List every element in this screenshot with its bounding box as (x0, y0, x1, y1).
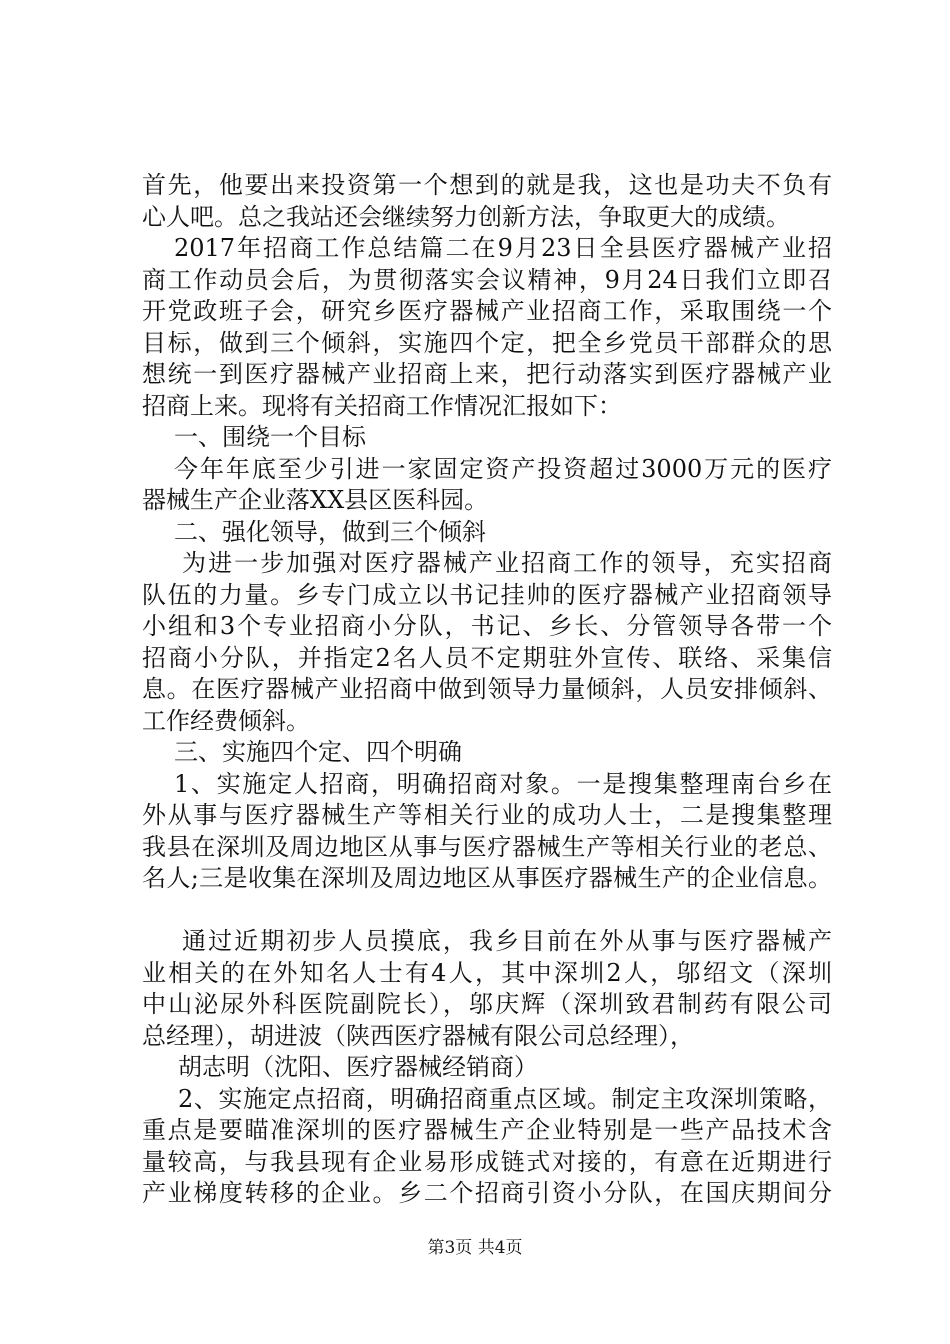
text-line: 首先，他要出来投资第一个想到的就是我，这也是功夫不负有 (142, 171, 832, 199)
text-line: 招商小分队，并指定2名人员不定期驻外宣传、联络、采集信 (142, 643, 832, 672)
section-heading: 三、实施四个定、四个明确 (174, 738, 462, 766)
text-line: 重点是要瞄准深圳的医疗器械生产企业特别是一些产品技术含 (142, 1116, 832, 1144)
text-line: 产业梯度转移的企业。乡二个招商引资小分队，在国庆期间分 (142, 1179, 832, 1207)
blank-line (142, 895, 832, 927)
page-number: 第3页 共4页 (427, 1238, 523, 1258)
text-line: 我县在深圳及周边地区从事与医疗器械生产等相关行业的老总、 (142, 832, 832, 861)
text-line: 中山泌尿外科医院副院长），邬庆辉（深圳致君制药有限公司 (142, 990, 832, 1018)
text-line: 工作经费倾斜。 (142, 706, 310, 735)
text-line: 1、实施定人招商，明确招商对象。一是搜集整理南台乡在 (174, 769, 832, 798)
text-line: 心人吧。总之我站还会继续努力创新方法，争取更大的成绩。 (142, 202, 790, 231)
section-heading: 二、强化领导，做到三个倾斜 (174, 517, 486, 546)
text-line: 队伍的力量。乡专门成立以书记挂帅的医疗器械产业招商领导 (142, 580, 832, 609)
text-line: 招商上来。现将有关招商工作情况汇报如下： (142, 391, 622, 420)
text-line: 外从事与医疗器械生产等相关行业的成功人士，二是搜集整理 (142, 801, 832, 829)
page-footer (0, 1236, 950, 1260)
text-line: 2017年招商工作总结篇二在9月23日全县医疗器械产业招 (174, 234, 832, 262)
text-line: 息。在医疗器械产业招商中做到领导力量倾斜，人员安排倾斜、 (142, 675, 832, 703)
text-line: 今年年底至少引进一家固定资产投资超过3000万元的医疗 (174, 454, 832, 483)
text-line: 开党政班子会，研究乡医疗器械产业招商工作，采取围绕一个 (142, 297, 832, 325)
section-heading: 一、围绕一个目标 (174, 423, 366, 451)
text-line: 为进一步加强对医疗器械产业招商工作的领导，充实招商 (182, 549, 832, 577)
text-line: 通过近期初步人员摸底，我乡目前在外从事与医疗器械产 (182, 927, 832, 955)
text-line: 业相关的在外知名人士有4人，其中深圳2人，邬绍文（深圳 (142, 958, 832, 987)
text-line: 目标，做到三个倾斜，实施四个定，把全乡党员干部群众的思 (142, 328, 832, 357)
text-line: 小组和3个专业招商小分队，书记、乡长、分管领导各带一个 (142, 612, 832, 640)
text-line: 器械生产企业落XX县区医科园。 (142, 486, 489, 514)
text-line: 总经理），胡进波（陕西医疗器械有限公司总经理）， (142, 1021, 694, 1050)
text-line: 量较高，与我县现有企业易形成链式对接的，有意在近期进行 (142, 1147, 832, 1176)
text-line: 名人;三是收集在深圳及周边地区从事医疗器械生产的企业信息。 (142, 864, 832, 892)
text-line: 想统一到医疗器械产业招商上来，把行动落实到医疗器械产业 (142, 360, 832, 388)
text-line: 胡志明（沈阳、医疗器械经销商） (178, 1053, 538, 1081)
text-line: 2、实施定点招商，明确招商重点区域。制定主攻深圳策略， (178, 1084, 832, 1113)
text-line: 商工作动员会后，为贯彻落实会议精神，9月24日我们立即召 (142, 265, 832, 294)
document-body (142, 170, 832, 1210)
